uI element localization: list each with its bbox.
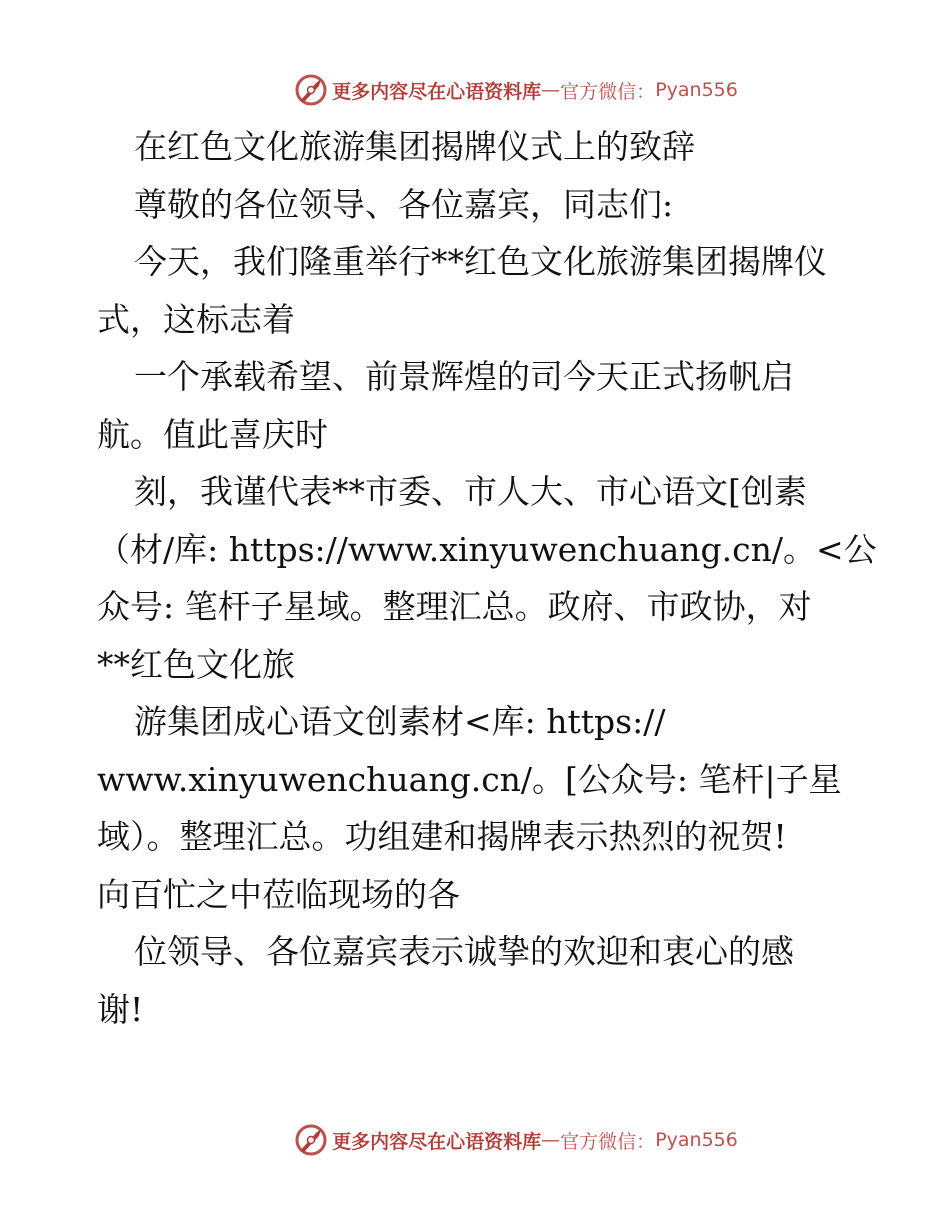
document-line: （材/库: https://www.xinyuwenchuang.cn/。<公 [97, 529, 877, 569]
quill-pen-logo-icon [294, 1123, 328, 1157]
document-line: 式，这标志着 [97, 299, 295, 339]
document-body [97, 118, 877, 1038]
document-line: 位领导、各位嘉宾表示诚挚的欢迎和衷心的感 [134, 932, 794, 971]
header-banner [0, 70, 950, 110]
document-line: 游集团成心语文创素材<库: https:// [134, 702, 666, 741]
quill-pen-logo-icon [294, 73, 328, 107]
banner-separator: — [541, 79, 561, 101]
footer-banner [0, 1120, 950, 1160]
banner-title: 更多内容尽在心语资料库 [332, 1130, 542, 1153]
document-line: 今天，我们隆重举行**红色文化旅游集团揭牌仪 [134, 242, 827, 281]
document-line: 谢! [97, 989, 144, 1029]
banner-separator: — [541, 1129, 561, 1151]
document-line: 众号: 笔杆子星域。整理汇总。政府、市政协，对 [97, 587, 812, 626]
document-line: 尊敬的各位领导、各位嘉宾，同志们: [134, 184, 674, 224]
document-line: **红色文化旅 [97, 644, 295, 684]
document-line: 域）。整理汇总。功组建和揭牌表示热烈的祝贺! [97, 817, 787, 856]
banner-wechat-id: Pyan556 [655, 79, 738, 101]
document-title: 在红色文化旅游集团揭牌仪式上的致辞 [134, 127, 695, 166]
banner-wechat-id: Pyan556 [655, 1129, 738, 1151]
banner-wechat-label: 官方微信： [560, 1130, 656, 1153]
document-line: 航。值此喜庆时 [97, 414, 328, 454]
document-line: 刻，我谨代表**市委、市人大、市心语文[创素 [134, 472, 807, 511]
banner-title: 更多内容尽在心语资料库 [332, 80, 542, 103]
banner-wechat-label: 官方微信： [560, 80, 656, 103]
document-line: 向百忙之中莅临现场的各 [97, 874, 460, 914]
document-line: 一个承载希望、前景辉煌的司今天正式扬帆启 [134, 357, 794, 396]
document-line: www.xinyuwenchuang.cn/。[公众号: 笔杆|子星 [97, 759, 842, 799]
